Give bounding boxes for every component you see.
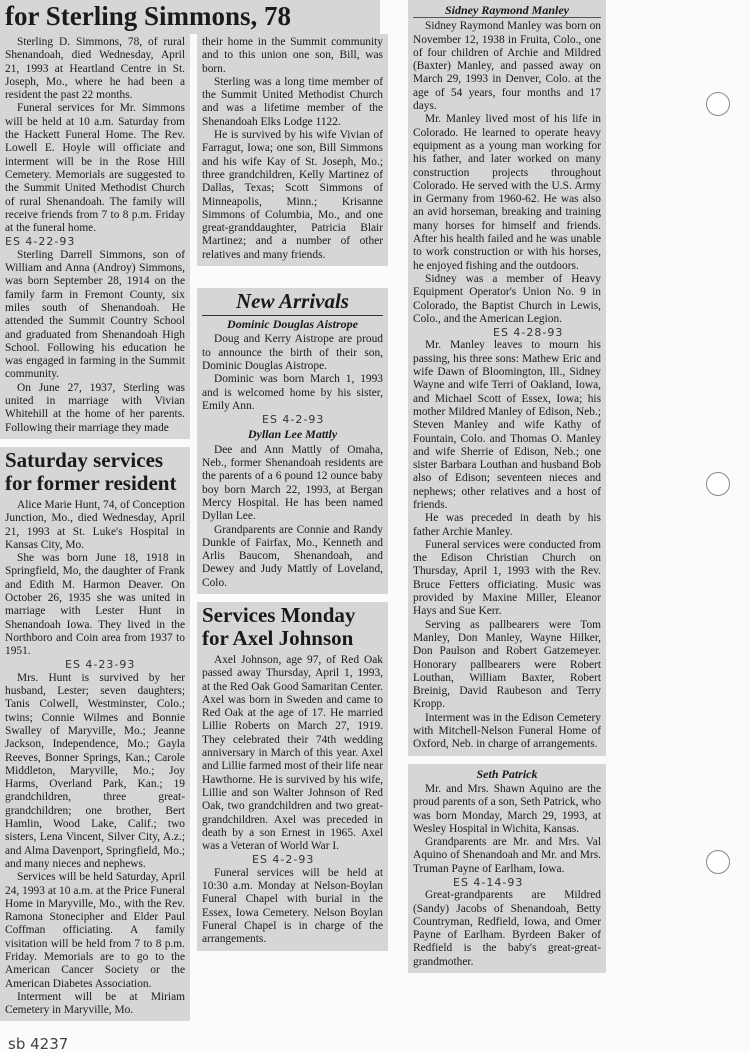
column-1: [0, 34, 190, 1053]
paragraph: their home in the Summit community and to this union one son, Bill, was born.: [202, 36, 383, 75]
axel-johnson-obituary: [197, 602, 388, 951]
paragraph: Mr. Manley leaves to mourn his passing, his three sons: Mathew Eric and wife Dawn of Bloomington, Ill., Sidney Wayne and wife Terri of Oakland, Iowa, and Michael Scott of Essex, Iowa; his mother Mildred Manley of Edison, Neb.; Steven Manley and wife Kathy of Fountain, Colo. and Thomas O. Manley and wife Sherrie of Edison, Neb.; one sister Barbara Louthan and husband Bob also of Edison; seventeen nieces and nephews; other relatives and a host of friends.: [413, 339, 601, 511]
seth-patrick-birth: [408, 764, 606, 973]
paragraph: Sterling was a long time member of the Summit United Methodist Church and was a lifetime member of the Shenandoah Elks Lodge 1122.: [202, 75, 383, 128]
handwritten-date: ES 4-2-93: [252, 853, 315, 867]
subheading: Seth Patrick: [476, 766, 538, 781]
sterling-simmons-continued: [197, 34, 388, 266]
alice-hunt-obituary: [0, 447, 190, 1022]
subheading: Dominic Douglas Aistrope: [227, 317, 358, 332]
paragraph: Sidney Raymond Manley was born on November 12, 1938 in Fruita, Colo., one of four children of Archie and Mildred (Baxter) Manley, and passed away on March 29, 1993 in Denver, Colo. at the age of 54 years, four months and 17 days.: [413, 20, 601, 113]
punch-hole: [706, 472, 730, 496]
paragraph: Serving as pallbearers were Tom Manley, Don Manley, Wayne Hilker, Don Paulson and Robert Gatzemeyer. Honorary pallbearers were Robert Louthan, William Baxter, Robert Breinig, David Raubeson and Terry Kropp.: [413, 618, 601, 711]
headline: Services Monday for Axel Johnson: [202, 602, 356, 650]
section-title: New Arrivals: [236, 289, 349, 314]
punch-hole: [706, 850, 730, 874]
paragraph: Axel Johnson, age 97, of Red Oak passed away Thursday, April 1, 1993, at the Red Oak Good Samaritan Center. Axel was born in Sweden and came to Red Oak at the age of 17. He married Lillie Roberts on March 27, 1919. They celebrated their 74th wedding anniversary in March of this year. Axel and Lillie farmed most of their life near Hawthorne. He is survived by his wife, Lillie and son Walter Johnson of Red Oak, two grandchildren and two great-grandchildren. Axel was preceded in death by a son Ernest in 1965. Axel was a Veteran of World War I.: [202, 653, 383, 853]
paragraph: Grandparents are Mr. and Mrs. Val Aquino of Shenandoah and Mr. and Mrs. Truman Payne of Earlham, Iowa.: [413, 836, 601, 875]
divider: [202, 315, 383, 316]
sterling-headline-banner: [0, 0, 380, 34]
headline: for Sterling Simmons, 78: [5, 1, 292, 31]
headline: Saturday services for former resident: [5, 447, 177, 495]
paragraph: Funeral services will be held at 10:30 a.m. Monday at Nelson-Boylan Funeral Chapel with burial in the Essex, Iowa Cemetery. Nelson Boylan Funeral Chapel is in charge of the arrangements.: [202, 866, 383, 946]
paragraph: Funeral services for Mr. Simmons will be held at 10 a.m. Saturday from the Hackett Funeral Home. The Rev. Lowell E. Hoyle will officiate and interment will be in the Rose Hill Cemetery. Memorials are suggested to the Summit United Methodist Church of rural Shenandoah. The family will receive friends from 7 to 8 p.m. Friday at the funeral home.: [5, 102, 185, 235]
paragraph: Dominic was born March 1, 1993 and is welcomed home by his sister, Emily Ann.: [202, 373, 383, 412]
column-2: [197, 34, 388, 951]
column-3: [408, 0, 606, 973]
handwritten-date: ES 4-14-93: [453, 876, 524, 889]
sterling-simmons-obituary: [0, 34, 190, 439]
paragraph: He is survived by his wife Vivian of Farragut, Iowa; one son, Bill Simmons and his wife Kay of St. Joseph, Mo.; three grandchildren, Kelly Martinez of Dallas, Texas; Scott Simmons of Minneapolis, Minn.; Krisanne Simmons of Columbia, Mo., and one great-granddaughter, Patricia Blair Martinez; and a number of other relatives and many friends.: [202, 129, 383, 261]
punch-hole: [706, 92, 730, 116]
paragraph: Alice Marie Hunt, 74, of Conception Junction, Mo., died Wednesday, April 21, 1993 at St. Luke's Hospital in Kansas City, Mo.: [5, 498, 185, 551]
paragraph: Funeral services were conducted from the Edison Christian Church on Thursday, April 1, 1993 with the Rev. Bruce Fetters officiating. Music was provided by Maxine Miller, Eleanor Hays and Sue Kerr.: [413, 538, 601, 618]
paragraph: On June 27, 1937, Sterling was united in marriage with Vivian Whitehill at the home of her parents. Following their marriage they made: [5, 381, 185, 434]
paragraph: Doug and Kerry Aistrope are proud to announce the birth of their son, Dominic Douglas Aistrope.: [202, 333, 383, 372]
paragraph: Mrs. Hunt is survived by her husband, Lester; seven daughters; Tanis Colwell, Westminster, Colo.; twins; Connie Wilmes and Bonnie Swalley of Maryville, Mo.; Jeanne Jackson, Independence, Mo.; Gayla Reeves, Bonner Springs, Kan.; Carole Middleton, Maryville, Mo.; Joy Harms, Overland Park, Kan.; 19 grandchildren, three great-grandchildren; one brother, Bert Hamlin, Wood Lake, Calif.; two sisters, Lena Vincent, Silver City, A.z.; and Alma Davenport, Springfield, Mo.; and many nieces and nephews.: [5, 671, 185, 870]
handwritten-date: ES 4-22-93: [5, 235, 76, 249]
paragraph: Mr. Manley lived most of his life in Colorado. He learned to operate heavy equipment as a young man working for his father, and later worked on many construction projects throughout Colorado. He served with the U.S. Army in Germany from 1960-62. He was also an avid horseman, breaking and training many horses for himself and friends. After his health failed and he was unable to work construction or with his horses, he enjoyed fishing and the outdoors.: [413, 113, 601, 272]
paragraph: He was preceded in death by his father Archie Manley.: [413, 512, 601, 538]
handwritten-date: ES 4-2-93: [262, 413, 325, 427]
paragraph: Interment was in the Edison Cemetery with Mitchell-Nelson Funeral Home of Oxford, Neb. in charge of arrangements.: [413, 711, 601, 751]
page-label: sb 4237: [8, 1035, 69, 1053]
paragraph: Dee and Ann Mattly of Omaha, Neb., former Shenandoah residents are the parents of a 6 pound 12 ounce baby boy born March 22, 1993, at Bergan Mercy Hospital. He has been named Dyllan Lee.: [202, 443, 383, 523]
paragraph: Services will be held Saturday, April 24, 1993 at 10 a.m. at the Price Funeral Home in Maryville, Mo., with the Rev. Ramona Stonecipher and Elder Paul Coffman officiating. A family visitation will be held from 7 to 8 p.m. Friday. Memorials are to go to the American Cancer Society or the American Diabetes Association.: [5, 871, 185, 990]
new-arrivals: [197, 288, 388, 594]
paragraph: Sidney was a member of Heavy Equipment Operator's Union No. 9 in Colorado, the Baptist Church in Lewis, Colo., and the American Legion.: [413, 272, 601, 325]
paragraph: Grandparents are Connie and Randy Dunkle of Fairfax, Mo., Kenneth and Arlis Baucom, Shenandoah, and Dewey and Judy Mattly of Loveland, Colo.: [202, 523, 383, 589]
paragraph: She was born June 18, 1918 in Springfield, Mo, the daughter of Frank and Edith M. Harmon Deaver. On October 26, 1935 she was united in marriage with Lester Hunt in Shenandoah Iowa. They lived in the Northboro and Coin area from 1937 to 1951.: [5, 552, 185, 658]
paragraph: Interment will be at Miriam Cemetery in Maryville, Mo.: [5, 990, 185, 1017]
paragraph: Mr. and Mrs. Shawn Aquino are the proud parents of a son, Seth Patrick, who was born Monday, March 29, 1993, at Wesley Hospital in Wichita, Kansas.: [413, 782, 601, 835]
sidney-manley-obituary: [408, 0, 606, 756]
subheading: Dyllan Lee Mattly: [247, 427, 338, 442]
handwritten-date: ES 4-28-93: [493, 326, 564, 340]
paragraph: Sterling D. Simmons, 78, of rural Shenandoah, died Wednesday, April 21, 1993 at Heartland Centre in St. Joseph, Mo., where he had been a resident the past 22 months.: [5, 36, 185, 102]
paragraph: Sterling Darrell Simmons, son of William and Anna (Androy) Simmons, was born September 28, 1914 on the family farm in Fremont County, six miles south of Shenandoah. He attended the Summit Country School and graduated from Shenandoah High School. Following his education he was engaged in farming in the Summit community.: [5, 248, 185, 381]
handwritten-date: ES 4-23-93: [65, 658, 136, 672]
paragraph: Great-grandparents are Mildred (Sandy) Jacobs of Shenandoah, Betty Countryman, Redfield, Iowa, and Omer Payne of Earlham. Byrdeen Baker of Redfield is the baby's great-great-grandmother.: [413, 889, 601, 968]
subheading: Sidney Raymond Manley: [413, 4, 601, 18]
